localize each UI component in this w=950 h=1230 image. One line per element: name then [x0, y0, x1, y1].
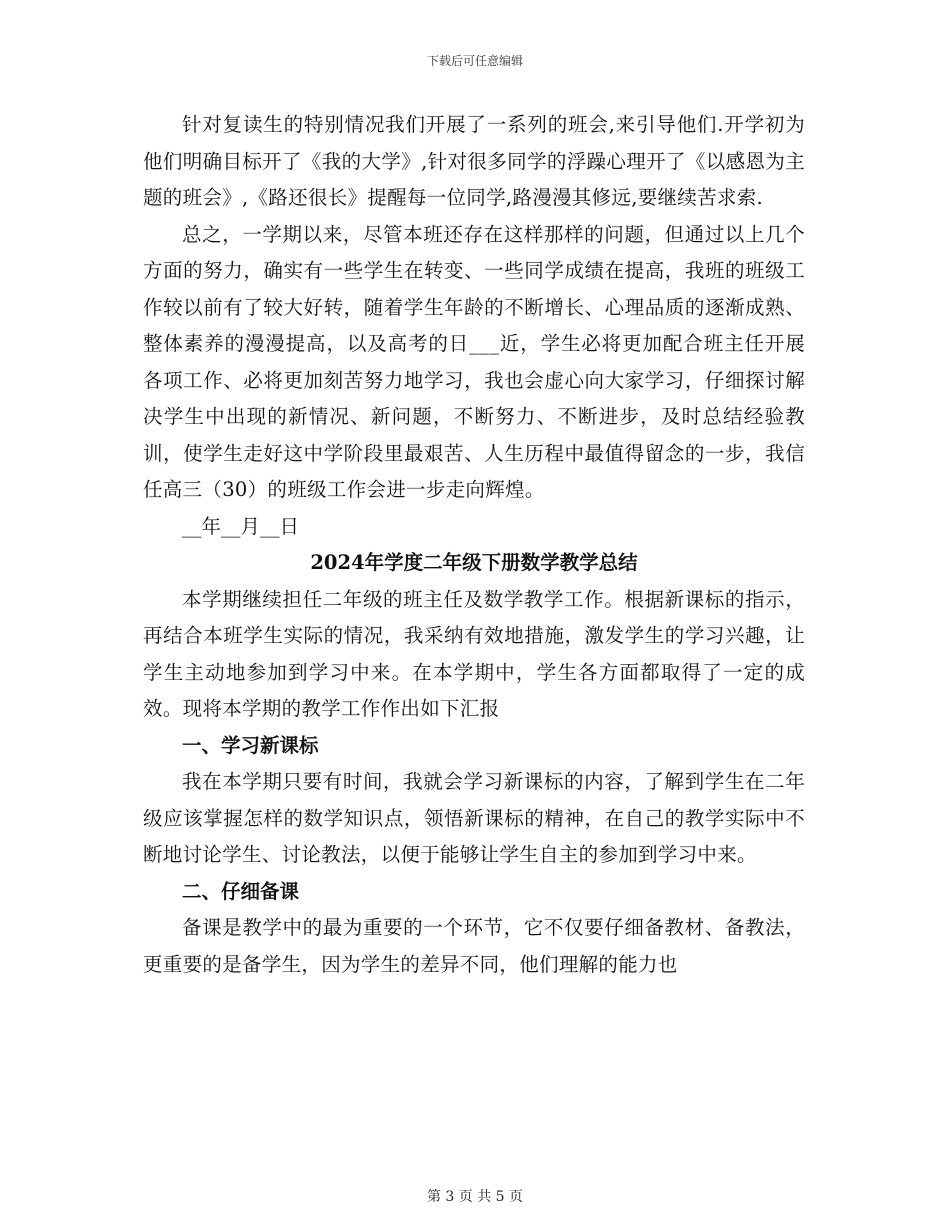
section-heading-curriculum: 一、学习新课标	[182, 733, 319, 757]
document-title: 2024年学度二年级下册数学教学总结	[310, 551, 638, 574]
page-header: 下载后可任意编辑	[426, 54, 523, 68]
paragraph-class-meetings: 针对复读生的特别情况我们开展了一系列的班会,来引导他们.开学初为他们明确目标开了《我的大学》,针对很多同学的浮躁心理开了《以感恩为主题的班会》,《路还很长》提醒每一位同学,路漫漫其修远,要继续苦求索.	[143, 113, 805, 209]
date-line: __年__月__日	[182, 514, 300, 538]
paragraph-intro: 本学期继续担任二年级的班主任及数学教学工作。根据新课标的指示，再结合本班学生实际的情况，我采纳有效地措施，激发学生的学习兴趣，让学生主动地参加到学习中来。在本学期中，学生各方面都取得了一定的成效。现将本学期的教学工作作出如下汇报	[143, 587, 805, 720]
document-body	[143, 107, 805, 983]
paragraph-curriculum: 我在本学期只要有时间，我就会学习新课标的内容，了解到学生在二年级应该掌握怎样的数学知识点，领悟新课标的精神，在自己的教学实际中不断地讨论学生、讨论教法，以便于能够让学生自主的参加到学习中来。	[143, 770, 805, 866]
paragraph-summary: 总之，一学期以来，尽管本班还存在这样那样的问题，但通过以上几个方面的努力，确实有一些学生在转变、一些同学成绩在提高，我班的班级工作较以前有了较大好转，随着学生年龄的不断增长、心理品质的逐渐成熟、整体素养的漫漫提高，以及高考的日___近，学生必将更加配合班主任开展各项工作、必将更加刻苦努力地学习，我也会虚心向大家学习，仔细探讨解决学生中出现的新情况、新问题，不断努力、不断进步，及时总结经验教训，使学生走好这中学阶段里最艰苦、人生历程中最值得留念的一步，我信任高三（30）的班级工作会进一步走向辉煌。	[143, 222, 805, 501]
page-footer: 第 3 页 共 5 页	[426, 1189, 524, 1205]
section-heading-lesson-prep: 二、仔细备课	[182, 879, 300, 903]
paragraph-lesson-prep: 备课是教学中的最为重要的一个环节，它不仅要仔细备教材、备教法，更重要的是备学生，因为学生的差异不同，他们理解的能力也	[143, 916, 805, 976]
